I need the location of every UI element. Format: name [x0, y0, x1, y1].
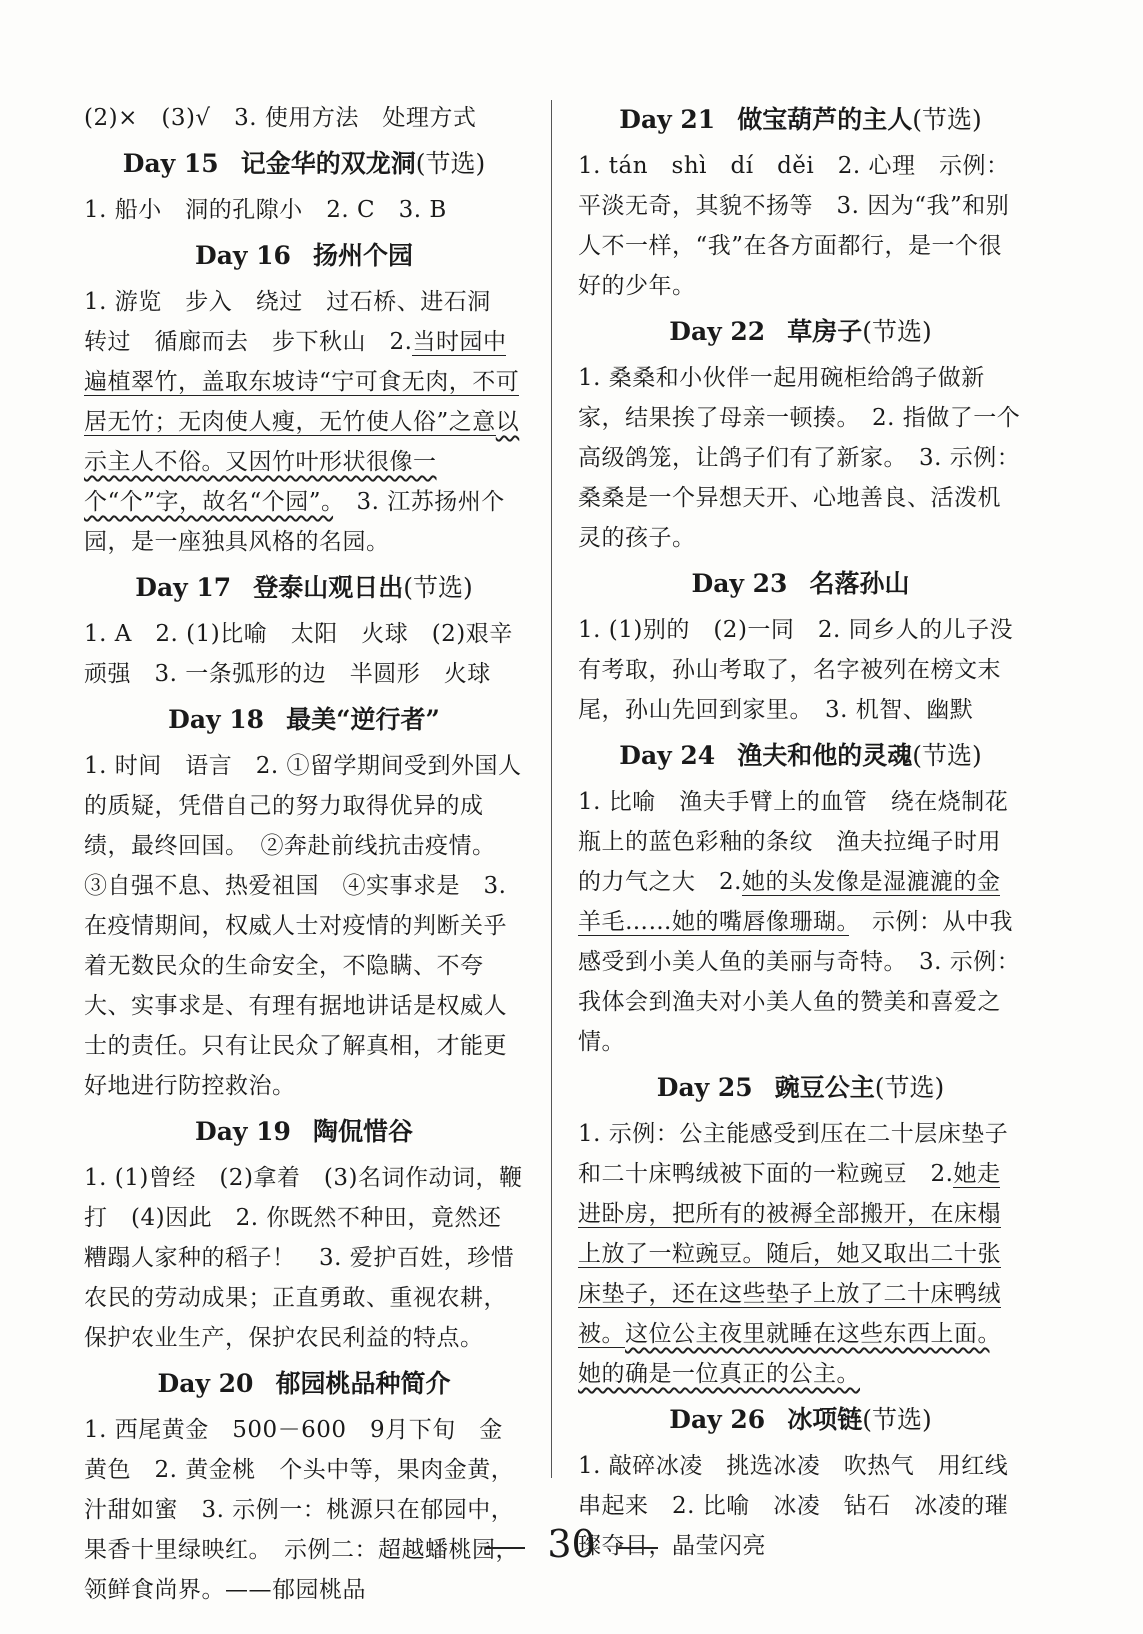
answer-day21: 1. tán shì dí děi 2. 心理 示例：平淡无奇，其貌不扬等 3. 因为“我”和别人不一样，“我”在各方面都行，是一个很好的少年。 — [578, 153, 1010, 299]
page-number — [0, 1522, 1143, 1566]
dash-left — [485, 1547, 525, 1549]
answer-day26: 1. 敲碎冰凌 挑选冰凌 吹热气 用红线串起来 2. 比喻 冰凌 钻石 冰凌的璀璨夺目，晶莹闪亮 — [578, 1453, 1009, 1559]
answer-day17: 1. A 2. (1)比喻 太阳 火球 (2)艰辛 顽强 3. 一条弧形的边 半圆形 火球 — [84, 621, 537, 687]
heading-day16: Day 16 扬州个园 — [195, 241, 413, 270]
page-number-text: 30 — [547, 1522, 596, 1566]
heading-day24: Day 24 渔夫和他的灵魂(节选) — [619, 741, 982, 770]
underlined-text: 她的头发像是湿漉漉的金羊毛……她的嘴唇像珊瑚。 — [578, 869, 1001, 935]
answer-day18: 1. 时间 语言 2. ①留学期间受到外国人的质疑，凭借自己的努力取得优异的成绩，最终回国。 ②奔赴前线抗击疫情。 ③自强不息、热爱祖国 ④实事求是 3. 在疫情期间，权威人士对疫情的判断关乎着无数民众的生命安全，不隐瞒、不夸大、实事求是、有理有据地讲话是权威人士的责任。只有让民众了解真相，才能更好地进行防控救治。 — [84, 753, 522, 1099]
answer-day22: 1. 桑桑和小伙伴一起用碗柜给鸽子做新家，结果挨了母亲一顿揍。 2. 指做了一个高级鸽笼，让鸽子们有了新家。 3. 示例：桑桑是一个异想天开、心地善良、活泼机灵的孩子。 — [578, 365, 1021, 551]
answer-day25: 1. 示例：公主能感受到压在二十层床垫子和二十床鸭绒被下面的一粒豌豆 2.她走进卧房，把所有的被褥全部搬开，在床榻上放了一粒豌豆。随后，她又取出二十张床垫子，还在这些垫子上放了二十床鸭绒被。这位公主夜里就睡在这些东西上面。 她的确是一位真正的公主。 — [578, 1121, 1009, 1387]
right-column — [578, 98, 1023, 1566]
heading-day19: Day 19 陶侃惜谷 — [195, 1117, 413, 1146]
heading-day18: Day 18 最美“逆行者” — [168, 705, 440, 734]
wavy-underlined-text: 以示主人不俗。又因竹叶形状很像一个“个”字，故名“个园”。 — [84, 409, 520, 515]
dash-right — [618, 1547, 658, 1549]
heading-day17: Day 17 登泰山观日出(节选) — [135, 573, 473, 602]
heading-day15: Day 15 记金华的双龙洞(节选) — [122, 149, 486, 178]
heading-day21: Day 21 做宝葫芦的主人(节选) — [619, 105, 982, 134]
heading-day26: Day 26 冰项链(节选) — [669, 1405, 932, 1434]
underlined-text: 当时园中遍植翠竹，盖取东坡诗“宁可食无肉，不可居无竹；无肉使人瘦，无竹使人俗”之意 — [84, 329, 520, 435]
heading-day25: Day 25 豌豆公主(节选) — [656, 1073, 945, 1102]
underlined-text: 在床榻上放了一粒豌豆。随后，她又取出二十张床垫子，还在这些垫子上放了二十床鸭绒被。 — [578, 1201, 1001, 1347]
heading-day22: Day 22 草房子(节选) — [669, 317, 932, 346]
answer-day23: 1. (1)别的 (2)一同 2. 同乡人的儿子没有考取，孙山考取了，名字被列在榜文末尾，孙山先回到家里。 3. 机智、幽默 — [578, 617, 1014, 723]
answer-day19: 1. (1)曾经 (2)拿着 (3)名词作动词，鞭打 (4)因此 2. 你既然不种田，竟然还糟蹋人家种的稻子！ 3. 爱护百姓，珍惜农民的劳动成果；正直勇敢、重视农耕，保护农业生产，保护农民利益的特点。 — [84, 1165, 523, 1351]
answer-day20: 1. 西尾黄金 500－600 9月下旬 金黄色 2. 黄金桃 个头中等，果肉金黄，汁甜如蜜 3. 示例一：桃源只在郁园中，果香十里绿映红。 示例二：超越蟠桃园，领鲜食尚界。——郁园桃品 — [84, 1417, 519, 1603]
wavy-underlined-text: 她的确是一位真正的公主。 — [578, 1361, 860, 1387]
answer-top-line: (2)× (3)√ 3. 使用方法 处理方式 — [84, 105, 477, 131]
column-divider — [551, 100, 552, 1478]
heading-day23: Day 23 名落孙山 — [691, 569, 910, 598]
answer-day16: 1. 游览 步入 绕过 过石桥、进石洞 转过 循廊而去 步下秋山 2.当时园中遍植翠竹，盖取东坡诗“宁可食无肉，不可居无竹；无肉使人瘦，无竹使人俗”之意以示主人不俗。又因竹叶形状很像一个“个”字，故名“个园”。 3. 江苏扬州个园，是一座独具风格的名园。 — [84, 289, 520, 555]
left-column — [84, 98, 537, 1610]
heading-day20: Day 20 郁园桃品种简介 — [157, 1369, 451, 1398]
underlined-text: 她走进卧房，把所有的被褥全部搬开， — [578, 1161, 1001, 1227]
answer-day24: 1. 比喻 渔夫手臂上的血管 绕在烧制花瓶上的蓝色彩釉的条纹 渔夫拉绳子时用的力气之大 2.她的头发像是湿漉漉的金羊毛……她的嘴唇像珊瑚。 示例：从中我感受到小美人鱼的美丽与奇特。 3. 示例：我体会到渔夫对小美人鱼的赞美和喜爱之情。 — [578, 789, 1021, 1055]
answer-day15: 1. 船小 洞的孔隙小 2. C 3. B — [84, 197, 447, 223]
wavy-underlined-text: 这位公主夜里就睡在这些东西上面。 — [625, 1321, 990, 1347]
